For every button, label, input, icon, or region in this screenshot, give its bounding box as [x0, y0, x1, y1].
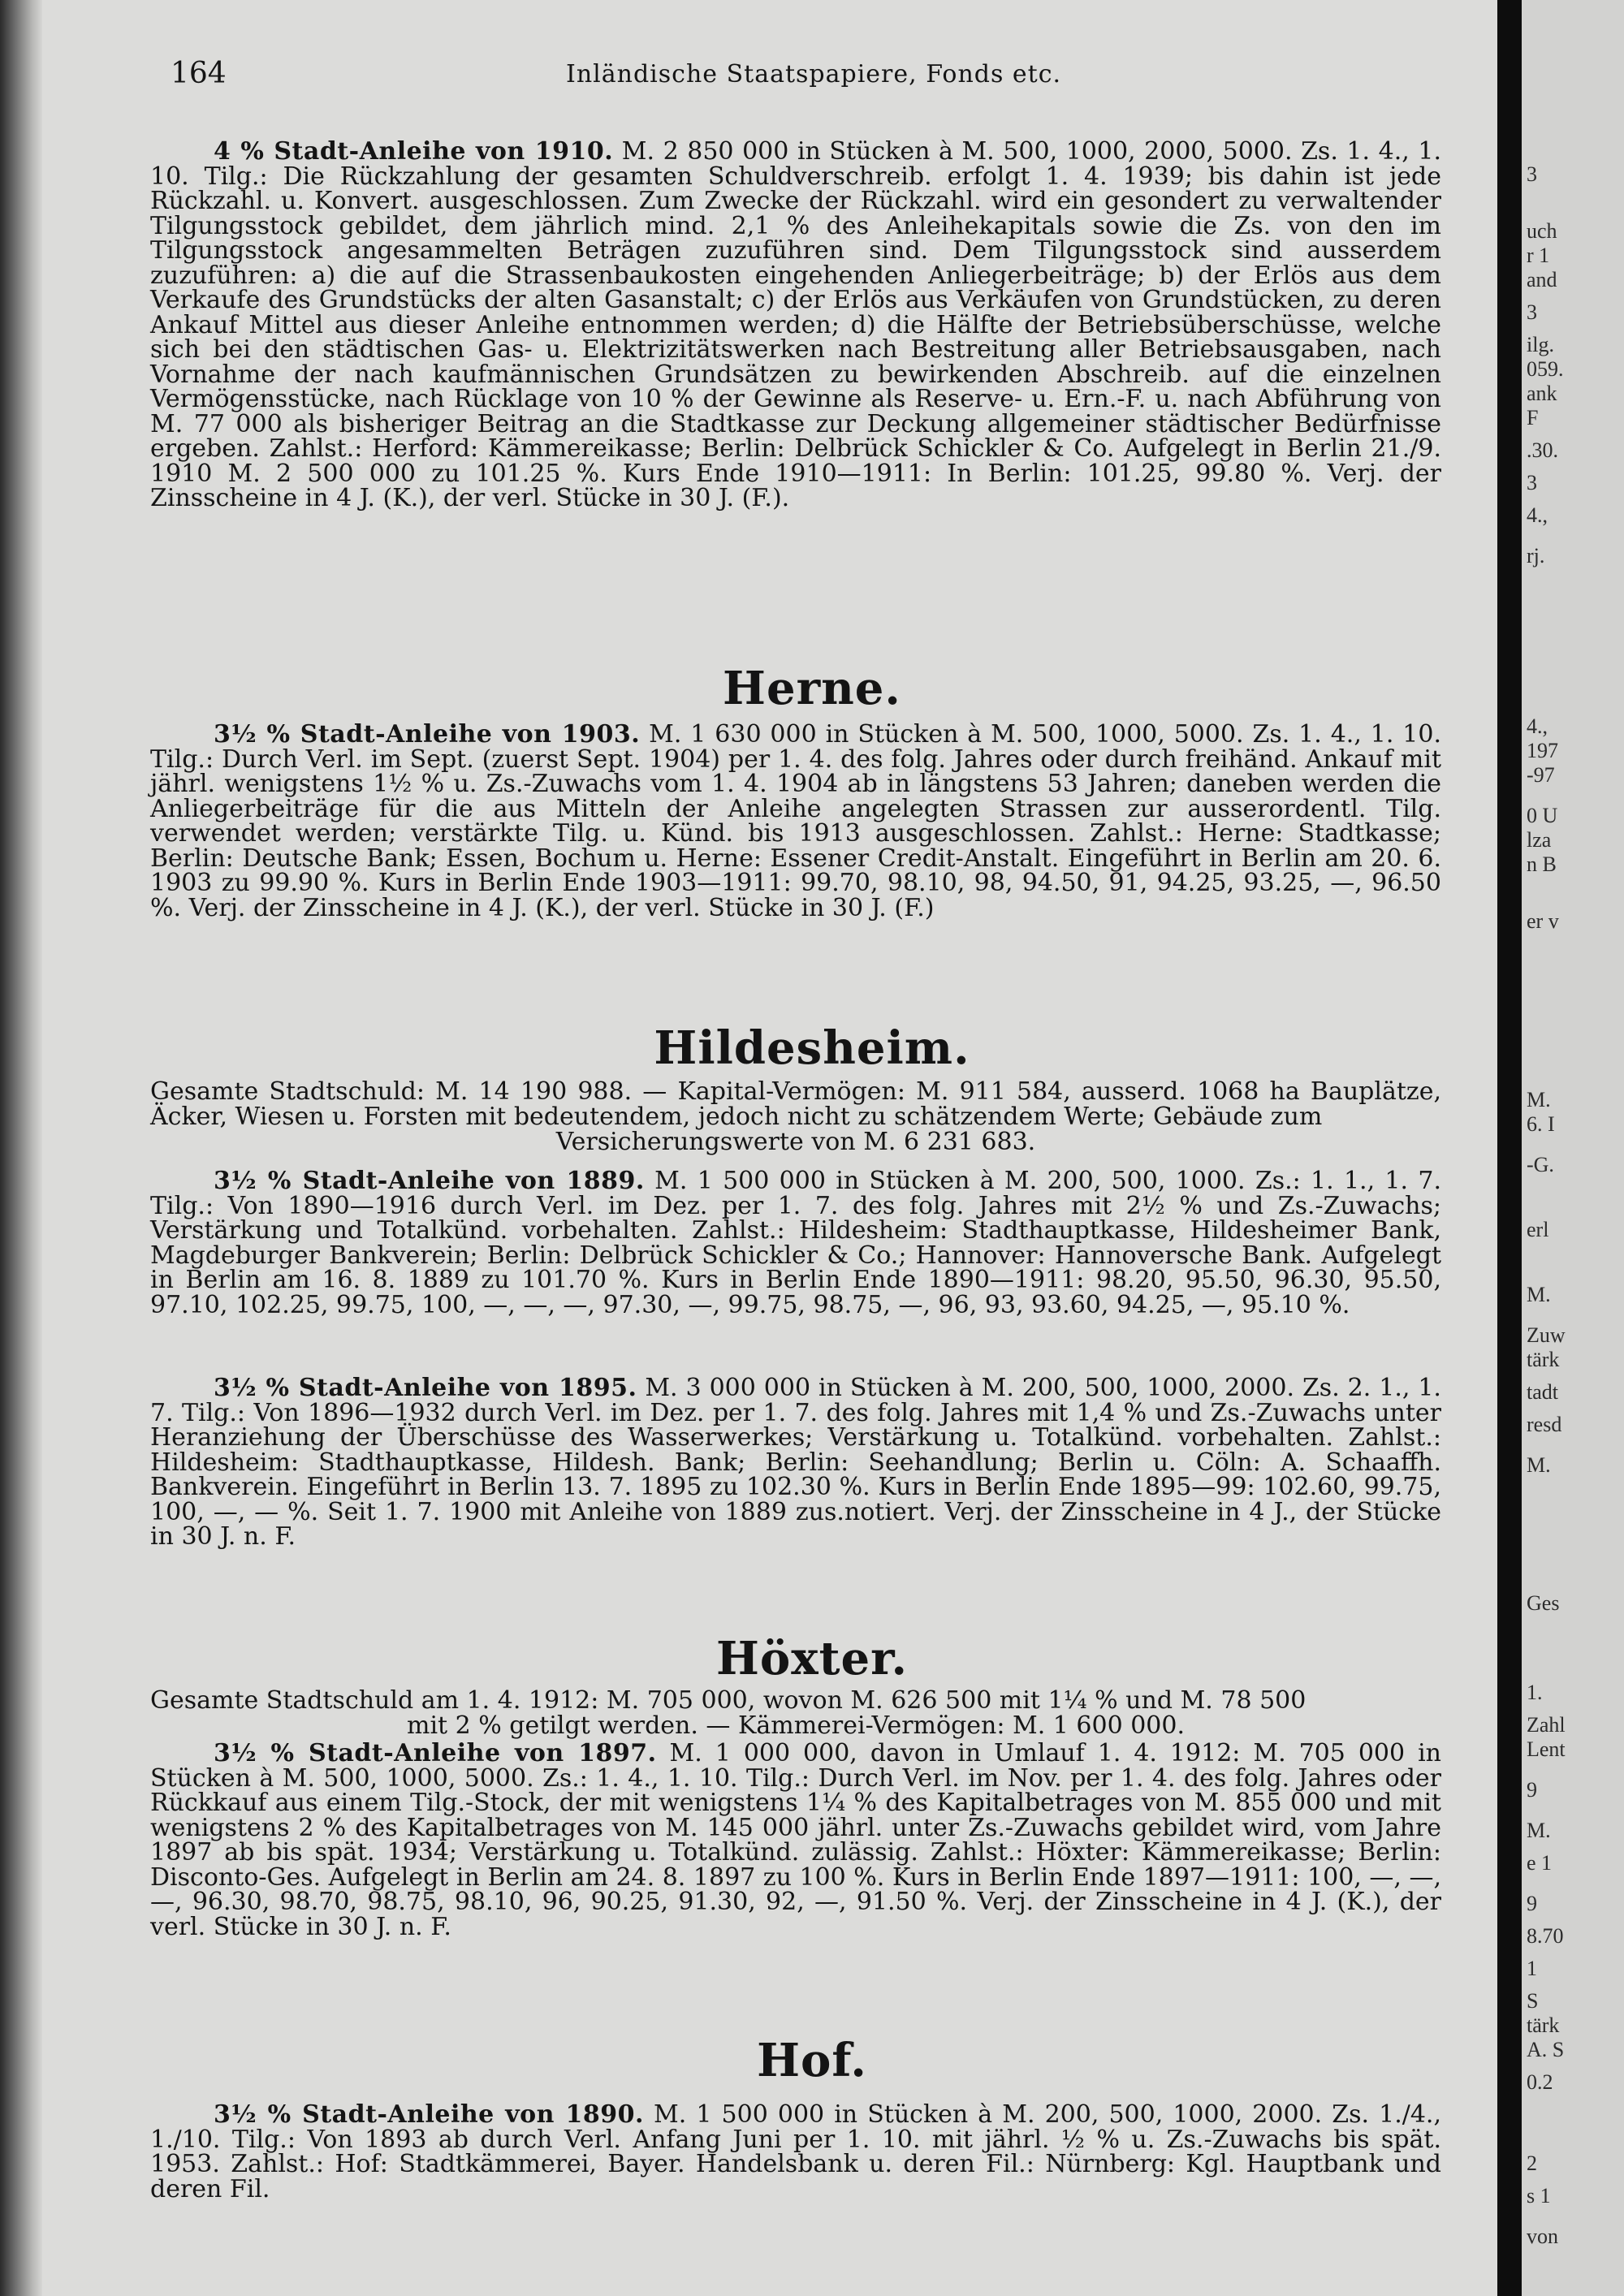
- running-title: Inländische Staatspapiere, Fonds etc.: [566, 60, 1062, 88]
- adjacent-page-fragment: e 1: [1527, 1851, 1553, 1875]
- adjacent-page-fragment: 3: [1527, 162, 1537, 186]
- loan-text: M. 1 500 000 in Stücken à M. 200, 500, 1000, 2000. Zs. 1./4., 1./10. Tilg.: Von 1893 ab durch Verl. Anfang Juni per 1. 10. mit jährl. ½ % u. Zs.-Zuwachs bis spät. 1953. Zahlst.: Hof: Stadtkämmerei, Bayer. Handelsbank u. deren Fil.: Nürnberg: Kgl. Hauptbank und deren Fil.: [150, 2100, 1441, 2203]
- adjacent-page-fragment: 6. I: [1527, 1112, 1555, 1136]
- hoexter-treasury-assets-line: mit 2 % getilgt werden. — Kämmerei-Vermögen: M. 1 600 000.: [407, 1711, 1185, 1740]
- herford-loan-1910-entry: [150, 137, 1442, 512]
- herne-loan-1903-entry: [150, 720, 1441, 922]
- loan-text: M. 1 500 000 in Stücken à M. 200, 500, 1000. Zs.: 1. 1., 1. 7. Tilg.: Von 1890—1916 durch Verl. im Dez. per 1. 7. des folg. Jahres mit 2½ % und Zs.-Zuwachs; Verstärkung und Totalkünd. vorbehalten. Zahlst.: Hildesheim: Stadthauptkasse, Hildesheimer Bank, Magdeburger Bankverein; Berlin: Delbrück Schickler & Co.; Hannover: Hannoversche Bank. Aufgelegt in Berlin am 16. 8. 1889 zu 101.70 %. Kurs in Berlin Ende 1890—1911: 98.20, 95.50, 96.30, 95.50, 97.10, 102.25, 99.75, 100, —, —, —, 97.30, —, 99.75, 98.75, —, 96, 93, 93.60, 94.25, —, 95.10 %.: [150, 1167, 1441, 1319]
- adjacent-page-fragment: rj.: [1527, 544, 1545, 568]
- section-heading-herne: Herne.: [723, 662, 901, 715]
- hof-loan-1890-entry: [150, 2100, 1441, 2203]
- hildesheim-insurance-value-line: Versicherungswerte von M. 6 231 683.: [555, 1128, 1036, 1156]
- adjacent-page-fragment: 0.2: [1527, 2070, 1553, 2094]
- loan-text: M. 1 630 000 in Stücken à M. 500, 1000, 5000. Zs. 1. 4., 1. 10. Tilg.: Durch Verl. im Sept. (zuerst Sept. 1904) per 1. 4. des folg. Jahres oder durch freihänd. Ankauf mit jährl. wenigstens 1½ % u. Zs.-Zuwachs vom 1. 4. 1904 ab in längstens 53 Jahren; daneben werden die Anliegerbeiträge für die aus Mitteln der Anleihe angelegten Strassen zur ausserordentl. Tilg. verwendet werden; verstärkte Tilg. u. Künd. bis 1913 ausgeschlossen. Zahlst.: Herne: Stadtkasse; Berlin: Deutsche Bank; Essen, Bochum u. Herne: Essener Credit-Anstalt. Eingeführt in Berlin am 20. 6. 1903 zu 99.90 %. Kurs in Berlin Ende 1903—1911: 99.70, 98.10, 98, 94.50, 91, 94.25, 93.25, —, 96.50 %. Verj. der Zinsscheine in 4 J. (K.), der verl. Stücke in 30 J. (F.): [150, 720, 1441, 922]
- adjacent-page-fragment: s 1: [1527, 2184, 1551, 2208]
- adjacent-page-fragment: M.: [1527, 1453, 1551, 1477]
- adjacent-page-fragment: 2: [1527, 2151, 1537, 2175]
- adjacent-page-fragment: M.: [1527, 1819, 1551, 1842]
- adjacent-page-fragment: 1: [1527, 1957, 1537, 1980]
- adjacent-page-fragment: .30.: [1527, 438, 1558, 462]
- loan-title: 4 % Stadt-Anleihe von 1910.: [214, 137, 614, 166]
- adjacent-page-fragment: -G.: [1527, 1153, 1554, 1176]
- section-heading-hof: Hof.: [757, 2034, 867, 2087]
- adjacent-page-fragment: ilg.: [1527, 333, 1554, 356]
- loan-title: 3½ % Stadt-Anleihe von 1903.: [214, 720, 641, 749]
- adjacent-page-fragment: 3: [1527, 300, 1537, 324]
- adjacent-page-fragment: -97: [1527, 763, 1555, 787]
- hoexter-city-debt-summary: Gesamte Stadtschuld am 1. 4. 1912: M. 705 000, wovon M. 626 500 mit 1¼ % und M. 78 500: [150, 1686, 1307, 1715]
- adjacent-page-fragment: er v: [1527, 909, 1559, 933]
- hildesheim-loan-1895-entry: [150, 1376, 1441, 1550]
- adjacent-page-fragment: 4.,: [1527, 714, 1548, 738]
- adjacent-page-fragment: 9: [1527, 1892, 1537, 1915]
- adjacent-page-fragment: lza: [1527, 828, 1552, 852]
- loan-title: 3½ % Stadt-Anleihe von 1890.: [214, 2100, 644, 2129]
- adjacent-page-fragment: 8.70: [1527, 1924, 1564, 1948]
- adjacent-page-fragment: erl: [1527, 1218, 1549, 1241]
- section-heading-hildesheim: Hildesheim.: [654, 1021, 970, 1075]
- adjacent-page-fragment: 3: [1527, 471, 1537, 494]
- loan-title: 3½ % Stadt-Anleihe von 1897.: [214, 1739, 657, 1767]
- adjacent-page-fragment: tärk: [1527, 1348, 1560, 1371]
- adjacent-page-fragment: 0 U: [1527, 804, 1558, 827]
- adjacent-page-fragment: 197: [1527, 739, 1558, 762]
- adjacent-page-fragment: uch: [1527, 219, 1557, 243]
- hoexter-loan-1897-entry: [150, 1741, 1441, 1940]
- adjacent-page-fragment: n B: [1527, 852, 1557, 876]
- adjacent-page-fragment: ank: [1527, 382, 1557, 405]
- adjacent-page-fragment: 4.,: [1527, 503, 1548, 527]
- adjacent-page-fragment: Zuw: [1527, 1323, 1566, 1347]
- page-gutter: [1497, 0, 1522, 2296]
- scan-edge-left: [0, 0, 42, 2296]
- adjacent-page-fragment: M.: [1527, 1283, 1551, 1306]
- loan-text: M. 3 000 000 in Stücken à M. 200, 500, 1000, 2000. Zs. 2. 1., 1. 7. Tilg.: Von 1896—1932 durch Verl. im Dez. per 1. 7. des folg. Jahres mit 1,4 % und Zs.-Zuwachs unter Heranziehung der Überschüsse des Wasserwerkes; Verstärkung u. Totalkünd. vorbehalten. Zahlst.: Hildesheim: Stadthauptkasse, Hildesh. Bank; Berlin: Seehandlung; Berlin u. Cöln: A. Schaaffh. Bankverein. Eingeführt in Berlin 13. 7. 1895 zu 102.30 %. Kurs in Berlin Ende 1895—99: 102.60, 99.75, 100, —, — %. Seit 1. 7. 1900 mit Anleihe von 1889 zus.notiert. Verj. der Zinsscheine in 4 J., der Stücke in 30 J. n. F.: [150, 1374, 1441, 1551]
- adjacent-page-fragment: 9: [1527, 1778, 1537, 1802]
- section-heading-hoexter: Höxter.: [715, 1632, 908, 1685]
- page-number: 164: [171, 57, 227, 90]
- adjacent-page-fragment: tadt: [1527, 1380, 1558, 1404]
- adjacent-page-fragment: tärk: [1527, 2013, 1560, 2037]
- adjacent-page-fragment: Ges: [1527, 1591, 1560, 1615]
- adjacent-page-fragment: Lent: [1527, 1737, 1566, 1761]
- loan-title: 3½ % Stadt-Anleihe von 1895.: [214, 1374, 637, 1402]
- adjacent-page-fragment: von: [1527, 2225, 1558, 2248]
- loan-text: M. 2 850 000 in Stücken à M. 500, 1000, 2000, 5000. Zs. 1. 4., 1. 10. Tilg.: Die Rückzahlung der gesamten Schuldverschreib. erfolgt 1. 4. 1939; bis dahin ist jede Rückzahl. u. Konvert. ausgeschlossen. Zum Zwecke der Rückzahl. wird ein gesondert zu verwaltender Tilgungsstock gebildet, dem jährlich mind. 2,1 % des Anleihekapitals sowie die Zs. von den im Tilgungsstock angesammelten Beträgen zuzuführen sind. Dem Tilgungsstock sind ausserdem zuzuführen: a) die auf die Strassenbaukosten eingehenden Anliegerbeiträge; b) der Erlös aus dem Verkaufe des Grundstücks der alten Gasanstalt; c) der Erlös aus Verkäufen von Grundstücken, zu deren Ankauf Mittel aus dieser Anleihe entnommen werden; d) die Hälfte der Betriebsüberschüsse, welche sich bei den städtischen Gas- u. Elektrizitätswerken nach Bestreitung aller Betriebsausgaben, nach Vornahme der nach kaufmännischen Grundsätzen zu bewirkenden Abschreib. auf die einzelnen Vermögensstücke, nach Rücklage von 10 % der Gewinne als Reserve- u. Ern.-F. u. nach Abführung von M. 77 000 als bisheriger Beitrag an die Stadtkasse zur Deckung allgemeiner städtischer Bedürfnisse ergeben. Zahlst.: Herford: Kämmereikasse; Berlin: Delbrück Schickler & Co. Aufgelegt in Berlin 21./9. 1910 M. 2 500 000 zu 101.25 %. Kurs Ende 1910—1911: In Berlin: 101.25, 99.80 %. Verj. der Zinsscheine in 4 J. (K.), der verl. Stücke in 30 J. (F.).: [150, 137, 1442, 512]
- adjacent-page-fragment: A. S: [1527, 2038, 1565, 2061]
- adjacent-page-fragment: M.: [1527, 1088, 1551, 1111]
- adjacent-page-fragment: resd: [1527, 1413, 1562, 1436]
- adjacent-page-fragment: 1.: [1527, 1681, 1543, 1704]
- adjacent-page-edge: [1522, 0, 1624, 2296]
- hildesheim-loan-1889-entry: [150, 1169, 1441, 1318]
- adjacent-page-fragment: F: [1527, 406, 1539, 429]
- hildesheim-city-debt-summary: Gesamte Stadtschuld: M. 14 190 988. — Kapital-Vermögen: M. 911 584, ausserd. 1068 ha Bauplätze, Äcker, Wiesen u. Forsten mit bedeutendem, jedoch nicht zu schätzendem Werte; Gebäude zum: [150, 1077, 1441, 1131]
- adjacent-page-fragment: r 1: [1527, 244, 1550, 267]
- adjacent-page-fragment: 059.: [1527, 357, 1564, 381]
- adjacent-page-fragment: Zahl: [1527, 1713, 1566, 1737]
- adjacent-page-fragment: and: [1527, 268, 1557, 291]
- loan-title: 3½ % Stadt-Anleihe von 1889.: [214, 1167, 645, 1195]
- page-header: [171, 57, 1437, 97]
- adjacent-page-fragment: S: [1527, 1989, 1539, 2013]
- loan-text: M. 1 000 000, davon in Umlauf 1. 4. 1912: M. 705 000 in Stücken à M. 500, 1000, 5000. Zs.: 1. 4., 1. 10. Tilg.: Durch Verl. im Nov. per 1. 4. des folg. Jahres oder Rückkauf aus einem Tilg.-Stock, der mit wenigstens 1¼ % des Kapitalbetrages von M. 855 000 und mit wenigstens 2 % des Kapitalbetrages von M. 145 000 jährl. unter Zs.-Zuwachs gebildet wird, vom Jahre 1897 ab bis spät. 1934; Verstärkung u. Totalkünd. zulässig. Zahlst.: Höxter: Kämmereikasse; Berlin: Disconto-Ges. Aufgelegt in Berlin am 24. 8. 1897 zu 100 %. Kurs in Berlin Ende 1897—1911: 100, —, —, —, 96.30, 98.70, 98.75, 98.10, 96, 90.25, 91.30, 92, —, 91.50 %. Verj. der Zinsscheine in 4 J. (K.), der verl. Stücke in 30 J. n. F.: [150, 1739, 1441, 1941]
